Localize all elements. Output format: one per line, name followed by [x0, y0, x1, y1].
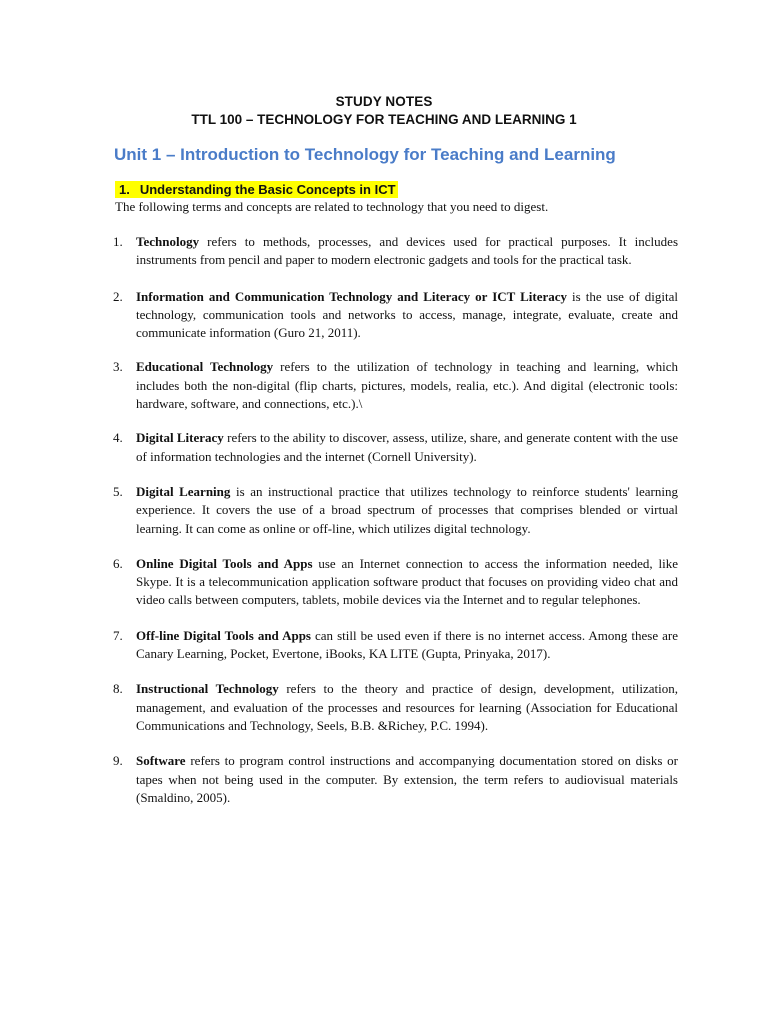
item-term: Information and Communication Technology and Literacy or ICT Literacy [136, 288, 568, 304]
item-text: refers to the ability to discover, assess, utilize, share, and generate content with the use of information technologies and the internet (Cornell University). [136, 430, 678, 464]
item-number: 4. [113, 430, 123, 446]
list-item [113, 483, 678, 538]
item-number: 9. [113, 753, 123, 769]
item-body [136, 429, 678, 466]
item-body [136, 358, 678, 413]
item-body [136, 233, 678, 270]
item-body [136, 288, 678, 343]
list-item [113, 680, 678, 735]
unit-heading: Unit 1 – Introduction to Technology for Teaching and Learning [114, 145, 616, 164]
item-term: Online Digital Tools and Apps [136, 555, 313, 571]
list-item [113, 627, 678, 664]
item-body [136, 627, 678, 664]
item-term: Technology [136, 234, 200, 249]
item-term: Digital Literacy [136, 430, 224, 446]
item-number: 5. [113, 483, 123, 499]
list-item [113, 555, 678, 610]
intro-text: The following terms and concepts are related to technology that you need to digest. [115, 199, 549, 214]
item-text: use an Internet connection to access the information needed, like Skype. It is a telecommunication application software product that focuses on providing video chat and video calls between computers, tablets, mobile devices via the Internet and to regular telephones. [136, 555, 678, 608]
item-number: 7. [113, 627, 123, 643]
item-text: refers to the theory and practice of design, development, utilization, management, and evaluation of the processes and resources for learning (Association for Educational Communications and Technology, Seels, B.B. &Richey, P.C. 1994). [136, 681, 678, 733]
item-term: Digital Learning [136, 483, 231, 499]
list-item [113, 752, 678, 807]
document-title: STUDY NOTES [335, 94, 433, 109]
list-item [113, 429, 678, 466]
item-term: Instructional Technology [136, 681, 279, 697]
item-number: 6. [113, 555, 123, 571]
item-term: Off-line Digital Tools and Apps [136, 627, 311, 643]
item-number: 3. [113, 359, 123, 375]
list-item [113, 358, 678, 413]
course-title: TTL 100 – TECHNOLOGY FOR TEACHING AND LEARNING 1 [191, 112, 577, 127]
item-body [136, 680, 678, 735]
section-title: Understanding the Basic Concepts in ICT [139, 182, 396, 197]
item-term: Educational Technology [136, 359, 274, 375]
list-item [113, 233, 678, 270]
item-text: refers to the utilization of technology in teaching and learning, which includes both the non-digital (flip charts, pictures, models, realia, etc.). And digital (electronic tools: hardware, software, and connections, etc.).\ [136, 359, 678, 412]
item-text: refers to program control instructions and accompanying documentation stored on disks or tapes when not being used in the computer. By extension, the term refers to audiovisual materials (Smaldino, 2005). [136, 753, 678, 805]
list-item [113, 288, 678, 343]
item-body [136, 752, 678, 807]
item-body [136, 555, 678, 610]
section-heading [115, 181, 398, 198]
item-number: 1. [113, 234, 123, 249]
item-text: is the use of digital technology, communication tools and networks to access, manage, integrate, evaluate, create and communicate information (Guro 21, 2011). [136, 288, 679, 341]
item-term: Software [136, 753, 186, 769]
item-number: 8. [113, 681, 123, 697]
item-number: 2. [113, 288, 123, 304]
terms-list [113, 233, 678, 807]
section-number: 1. [119, 182, 130, 197]
item-text: refers to methods, processes, and devices used for practical purposes. It includes instruments from pencil and paper to modern electronic gadgets and tools for the practical task. [136, 234, 678, 268]
item-text: can still be used even if there is no internet access. Among these are Canary Learning, Pocket, Evertone, iBooks, KA LITE (Gupta, Prinyaka, 2017). [136, 627, 678, 662]
item-body [136, 483, 678, 538]
item-text: is an instructional practice that utilizes technology to reinforce students' learning experience. It covers the use of a broad spectrum of processes that comprises blended or virtual learning. It can come as online or off-line, which utilizes digital technology. [136, 483, 678, 536]
